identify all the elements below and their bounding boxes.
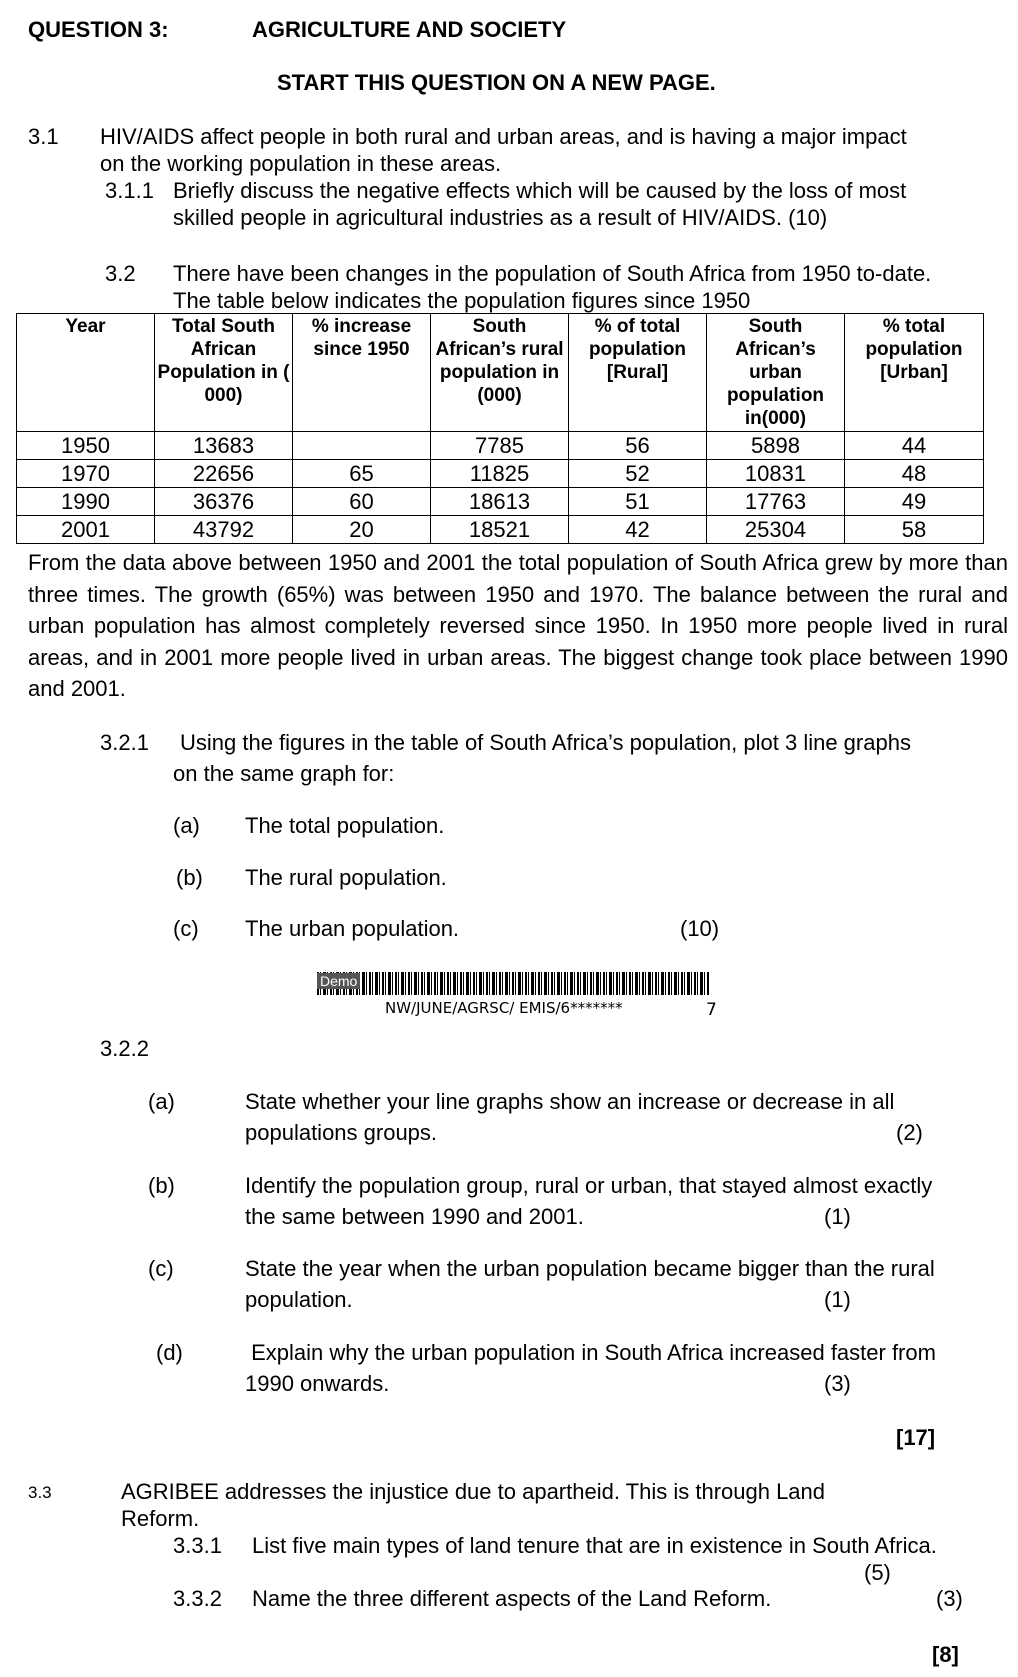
q3-3-1-number: 3.3.1 <box>173 1533 222 1558</box>
q3-2-2-item-a-marks: (2) <box>896 1120 923 1145</box>
header-percent-rural: % of total population [Rural] <box>569 314 707 432</box>
table-row <box>17 488 984 516</box>
table-cell: 2001 <box>17 516 155 544</box>
q3-2-1-marks: (10) <box>680 916 720 941</box>
q3-1-text-line1: HIV/AIDS affect people in both rural and urban areas, and is having a major impact <box>100 124 907 149</box>
q3-2-2-item-c-line2: population. <box>245 1287 353 1312</box>
q3-2-number: 3.2 <box>105 261 136 286</box>
q3-2-1-number: 3.2.1 <box>100 730 149 755</box>
table-cell: 1950 <box>17 432 155 460</box>
q3-3-2-marks: (3) <box>936 1586 963 1611</box>
q3-3-line1: AGRIBEE addresses the injustice due to apartheid. This is through Land <box>121 1479 826 1504</box>
q3-2-2-item-d-label: (d) <box>156 1340 183 1365</box>
table-cell: 25304 <box>707 516 845 544</box>
table-cell: 5898 <box>707 432 845 460</box>
table-cell: 10831 <box>707 460 845 488</box>
table-cell: 36376 <box>155 488 293 516</box>
barcode <box>317 972 709 995</box>
demo-watermark: Demo <box>317 973 360 989</box>
q3-2-2-item-d-line1: Explain why the urban population in South Africa increased faster from <box>245 1340 936 1365</box>
table-row <box>17 432 984 460</box>
q3-2-2-item-a-label: (a) <box>148 1089 175 1114</box>
table-cell: 18613 <box>431 488 569 516</box>
q3-1-1-line2: skilled people in agricultural industries as a result of HIV/AIDS. (10) <box>173 205 828 230</box>
q3-3-1-marks: (5) <box>864 1560 891 1585</box>
question-label: QUESTION 3: <box>28 17 169 42</box>
table-cell: 1970 <box>17 460 155 488</box>
q3-2-1-line1: Using the figures in the table of South Africa’s population, plot 3 line graphs <box>180 730 911 755</box>
q3-3-number: 3.3 <box>28 1483 52 1502</box>
instruction: START THIS QUESTION ON A NEW PAGE. <box>277 70 716 95</box>
q3-2-1-item-a-text: The total population. <box>245 813 445 838</box>
table-cell: 20 <box>293 516 431 544</box>
table-cell: 56 <box>569 432 707 460</box>
q3-2-2-item-a-line2: populations groups. <box>245 1120 438 1145</box>
header-rural-population: South African’s rural population in (000) <box>431 314 569 432</box>
q3-2-text-line1: There have been changes in the population of South Africa from 1950 to-date. <box>173 261 932 286</box>
q3-2-2-item-b-line1: Identify the population group, rural or urban, that stayed almost exactly <box>245 1173 933 1198</box>
q3-3-1-text: List five main types of land tenure that are in existence in South Africa. <box>252 1533 937 1558</box>
q3-3-line2: Reform. <box>121 1506 200 1531</box>
table-cell: 43792 <box>155 516 293 544</box>
q3-2-2-item-d-line2: 1990 onwards. <box>245 1371 390 1396</box>
table-cell: 58 <box>845 516 984 544</box>
q3-1-1-line1: Briefly discuss the negative effects which will be caused by the loss of most <box>173 178 907 203</box>
table-cell: 42 <box>569 516 707 544</box>
page-number: 7 <box>706 1000 717 1020</box>
table-cell: 13683 <box>155 432 293 460</box>
q3-3-total-marks: [8] <box>932 1642 959 1667</box>
q3-2-1-item-a-label: (a) <box>173 813 200 838</box>
table-cell: 1990 <box>17 488 155 516</box>
table-cell: 49 <box>845 488 984 516</box>
table-cell: 60 <box>293 488 431 516</box>
table-cell: 51 <box>569 488 707 516</box>
header-percent-increase: % increase since 1950 <box>293 314 431 432</box>
document-code: NW/JUNE/AGRSC/ EMIS/6******* <box>385 999 623 1017</box>
q3-2-2-item-a-line1: State whether your line graphs show an increase or decrease in all <box>245 1089 895 1114</box>
table-row <box>17 460 984 488</box>
q3-2-2-item-b-marks: (1) <box>824 1204 851 1229</box>
q3-3-2-text: Name the three different aspects of the Land Reform. <box>252 1586 772 1611</box>
data-summary-paragraph: From the data above between 1950 and 2001 the total population of South Africa grew by more than three times. The growth (65%) was between 1950 and 1970. The balance between the rural and urban population has almost completely reversed since 1950. In 1950 more people lived in rural areas, and in 2001 more people lived in urban areas. The biggest change took place between 1990 and 2001. <box>28 550 1008 701</box>
table-row <box>17 516 984 544</box>
table-cell <box>293 432 431 460</box>
header-total-population: Total South African Population in ( 000) <box>155 314 293 432</box>
q3-2-text-line2: The table below indicates the population figures since 1950 <box>173 288 751 313</box>
table-cell: 48 <box>845 460 984 488</box>
table-header-row <box>17 314 984 432</box>
population-table <box>16 313 984 544</box>
table-cell: 7785 <box>431 432 569 460</box>
header-urban-population: South African’s urban population in(000) <box>707 314 845 432</box>
q3-2-1-item-b-text: The rural population. <box>245 865 447 890</box>
table-cell: 11825 <box>431 460 569 488</box>
q3-2-total-marks: [17] <box>896 1425 936 1450</box>
table-cell: 22656 <box>155 460 293 488</box>
table-cell: 18521 <box>431 516 569 544</box>
q3-2-2-item-b-line2: the same between 1990 and 2001. <box>245 1204 584 1229</box>
q3-2-2-item-c-label: (c) <box>148 1256 174 1281</box>
q3-2-2-item-c-line1: State the year when the urban population became bigger than the rural <box>245 1256 935 1281</box>
header-percent-urban: % total population [Urban] <box>845 314 984 432</box>
table-cell: 52 <box>569 460 707 488</box>
header-year: Year <box>17 314 155 432</box>
table-cell: 65 <box>293 460 431 488</box>
q3-2-2-item-d-marks: (3) <box>824 1371 851 1396</box>
q3-1-1-number: 3.1.1 <box>105 178 154 203</box>
q3-2-2-item-c-marks: (1) <box>824 1287 851 1312</box>
q3-3-2-number: 3.3.2 <box>173 1586 222 1611</box>
q3-2-1-line2: on the same graph for: <box>173 761 395 786</box>
q3-2-2-number: 3.2.2 <box>100 1036 149 1061</box>
table-cell: 44 <box>845 432 984 460</box>
q3-1-number: 3.1 <box>28 124 59 149</box>
q3-2-1-item-c-text: The urban population. <box>245 916 460 941</box>
q3-1-text-line2: on the working population in these areas. <box>100 151 502 176</box>
q3-2-1-item-b-label: (b) <box>176 865 203 890</box>
question-title: AGRICULTURE AND SOCIETY <box>252 17 567 42</box>
table-cell: 17763 <box>707 488 845 516</box>
q3-2-2-item-b-label: (b) <box>148 1173 175 1198</box>
q3-2-1-item-c-label: (c) <box>173 916 199 941</box>
